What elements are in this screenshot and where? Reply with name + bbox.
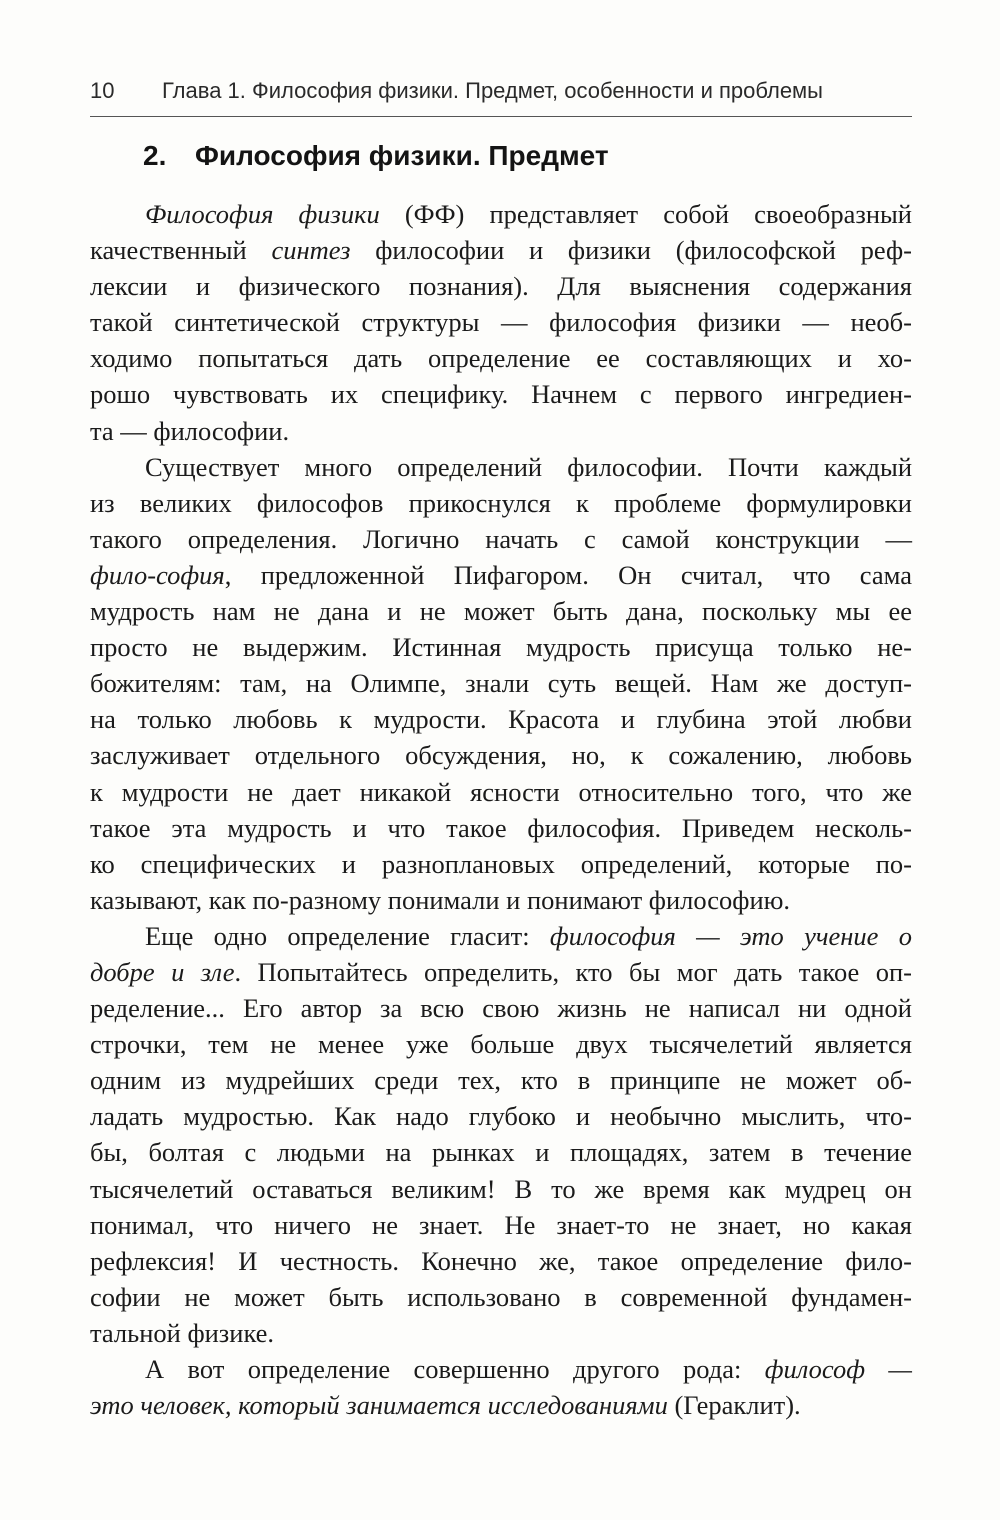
text-run: одним из мудрейших среди тех, кто в принципе не может об- xyxy=(90,1065,912,1096)
section-heading xyxy=(143,140,609,172)
text-run: лексии и физического познания). Для выяснения содержания xyxy=(90,271,912,302)
text-run: просто не выдержим. Истинная мудрость присуща только не- xyxy=(90,632,912,663)
italic-text: это человек, который занимается исследованиями xyxy=(90,1390,668,1421)
paragraph xyxy=(90,449,912,918)
text-run: софии не может быть использовано в современной фундамен- xyxy=(90,1281,912,1312)
text-run: (Гераклит). xyxy=(667,1390,801,1421)
text-line xyxy=(90,485,912,521)
text-line xyxy=(90,954,912,990)
text-line xyxy=(90,1387,912,1423)
text-run: ко специфических и разноплановых определений, которые по- xyxy=(90,848,912,879)
text-run: ходимо попытаться дать определение ее составляющих и хо- xyxy=(90,343,912,374)
header-rule xyxy=(90,116,912,117)
text-line xyxy=(90,1134,912,1170)
paragraph xyxy=(90,1351,912,1423)
text-run: божителям: там, на Олимпе, знали суть вещей. Нам же доступ- xyxy=(90,668,912,699)
text-line xyxy=(90,340,912,376)
text-line xyxy=(90,521,912,557)
italic-text: философ — xyxy=(764,1354,912,1384)
text-run: та — философии. xyxy=(90,415,290,446)
text-line xyxy=(90,1026,912,1062)
text-line xyxy=(90,810,912,846)
text-run: такого определения. Логично начать с самой конструкции — xyxy=(90,523,912,554)
paragraph xyxy=(90,196,912,449)
text-line xyxy=(90,882,912,918)
text-run: . Попытайтесь определить, кто бы мог дать такое оп- xyxy=(234,956,912,987)
text-run: такое эта мудрость и что такое философия. Приведем несколь- xyxy=(90,812,912,843)
text-run: философии и физики (философской реф- xyxy=(350,235,912,266)
text-run: из великих философов прикоснулся к проблеме формулировки xyxy=(90,487,912,518)
text-run: ладать мудростью. Как надо глубоко и необычно мыслить, что- xyxy=(90,1101,912,1132)
text-run: заслуживает отдельного обсуждения, но, к сожалению, любовь xyxy=(90,740,912,771)
running-head xyxy=(90,78,912,104)
text-run: А вот определение совершенно другого рода: xyxy=(145,1354,765,1384)
text-run: на только любовь к мудрости. Красота и глубина этой любви xyxy=(90,704,912,735)
text-line xyxy=(90,1098,912,1134)
paragraph xyxy=(90,918,912,1351)
text-line xyxy=(90,990,912,1026)
text-run: казывают, как по-разному понимали и понимают философию. xyxy=(90,884,791,915)
text-line xyxy=(90,1315,912,1351)
text-run: тальной физике. xyxy=(90,1317,275,1348)
text-run: рефлексия! И честность. Конечно же, такое определение фило- xyxy=(90,1245,912,1276)
text-line xyxy=(90,1207,912,1243)
text-line xyxy=(90,629,912,665)
text-run: Существует много определений философии. Почти каждый xyxy=(145,451,912,482)
text-line xyxy=(90,232,912,268)
section-number: 2. xyxy=(143,140,167,171)
text-line xyxy=(90,1243,912,1279)
text-run: ределение... Его автор за всю свою жизнь не написал ни одной xyxy=(90,993,912,1024)
page-number: 10 xyxy=(90,78,115,103)
text-line xyxy=(90,774,912,810)
text-line xyxy=(90,1062,912,1098)
italic-text: Философия физики xyxy=(145,199,380,229)
italic-text: фило-софия xyxy=(90,559,225,590)
text-line xyxy=(90,557,912,593)
section-title: Философия физики. Предмет xyxy=(195,140,609,171)
text-run: бы, болтая с людьми на рынках и площадях, затем в течение xyxy=(90,1137,912,1168)
text-line xyxy=(90,196,912,232)
text-run: рошо чувствовать их специфику. Начнем с первого ингредиен- xyxy=(90,379,912,410)
text-run: к мудрости не дает никакой ясности относительно того, что же xyxy=(90,776,912,807)
text-run: строчки, тем не менее уже больше двух тысячелетий является xyxy=(90,1029,912,1060)
text-run: (ФФ) представляет собой своеобразный xyxy=(379,199,912,229)
text-line xyxy=(90,449,912,485)
text-line xyxy=(90,1351,912,1387)
text-line xyxy=(90,737,912,773)
text-line xyxy=(90,593,912,629)
text-run: такой синтетической структуры — философия физики — необ- xyxy=(90,307,912,338)
italic-text: синтез xyxy=(271,235,351,266)
text-line xyxy=(90,413,912,449)
text-line xyxy=(90,304,912,340)
text-line xyxy=(90,1279,912,1315)
text-line xyxy=(90,376,912,412)
text-line xyxy=(90,665,912,701)
text-run: мудрость нам не дана и не может быть дана, поскольку мы ее xyxy=(90,596,912,627)
text-line xyxy=(90,846,912,882)
text-line xyxy=(90,701,912,737)
text-run: понимал, что ничего не знает. Не знает-то не знает, но какая xyxy=(90,1209,912,1240)
text-run: качественный xyxy=(90,235,272,266)
italic-text: философия — это учение о xyxy=(549,920,912,951)
body-text xyxy=(90,196,912,1423)
text-run: тысячелетий оставаться великим! В то же время как мудрец он xyxy=(90,1173,912,1204)
italic-text: добре и зле xyxy=(90,956,235,987)
text-line xyxy=(90,1171,912,1207)
text-line xyxy=(90,918,912,954)
text-run: , предложенной Пифагором. Он считал, что сама xyxy=(224,559,912,590)
text-run: Еще одно определение гласит: xyxy=(145,920,550,951)
text-line xyxy=(90,268,912,304)
running-title: Глава 1. Философия физики. Предмет, особенности и проблемы xyxy=(162,78,823,103)
